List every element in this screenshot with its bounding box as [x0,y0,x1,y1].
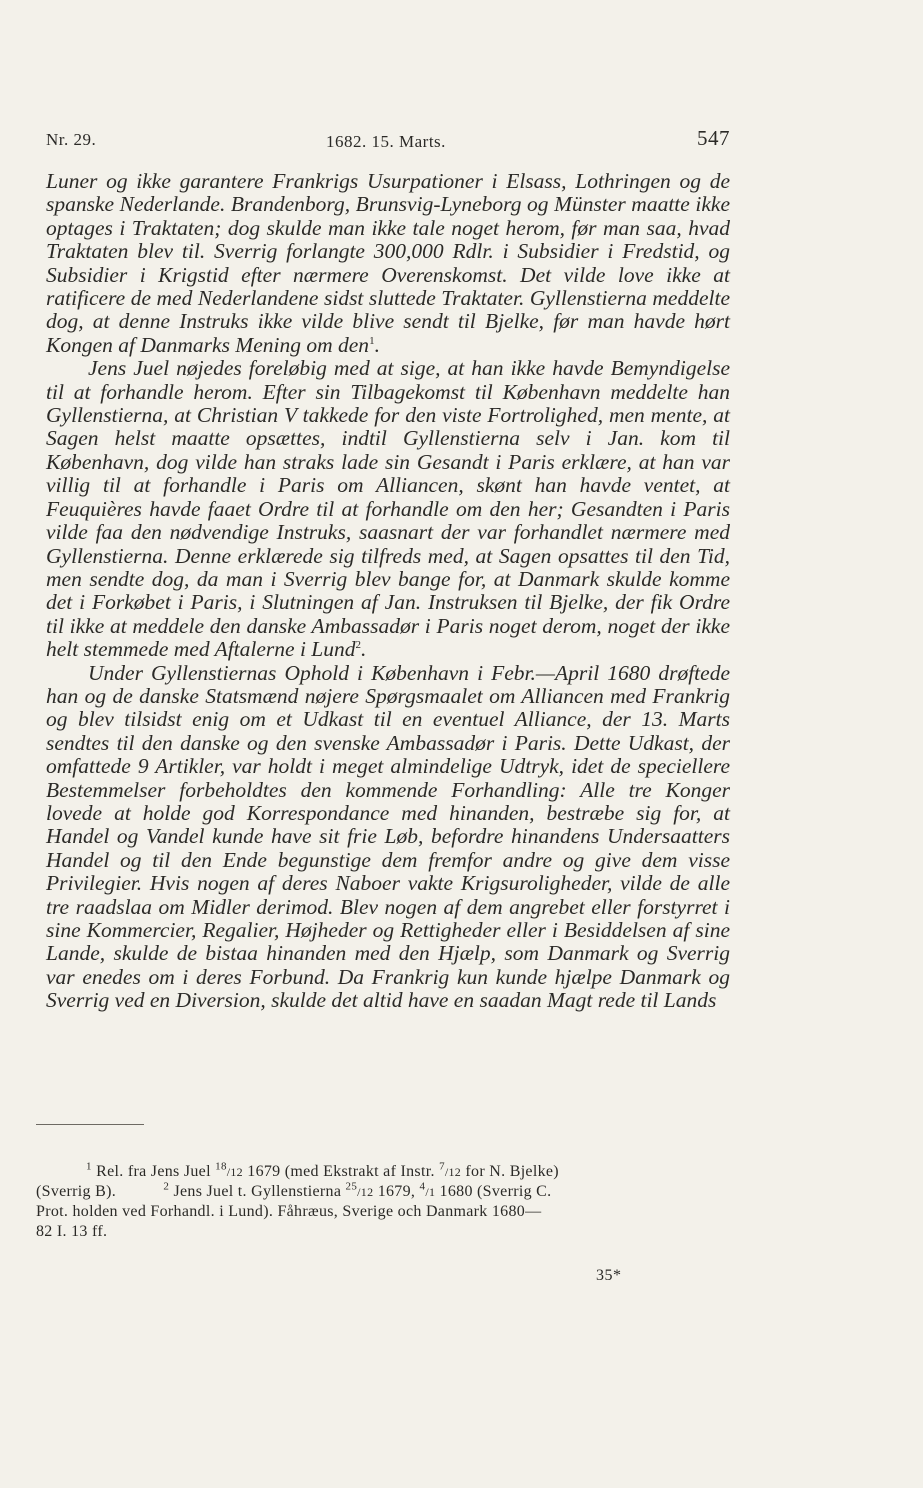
document-date: 1682. 15. Marts. [326,132,446,151]
signature-mark: 35* [596,1267,622,1284]
footnote-1-cont-and-2: (Sverrig B). $^2$ Jens Juel t. Gyllenstierna $^{25}$/12 1679, $^4$/1 1680 (Sverrig C. [36,1180,552,1200]
running-head [46,124,730,154]
paragraph-3: Under Gyllenstiernas Ophold i København i Febr.—April 1680 drøftede han og de danske Statsmænd nøjere Spørgsmaalet om Alliancen med Frankrig og blev tilsidst enig om et Udkast til en eventuel Alliance, der 13. Marts sendtes til den danske og den svenske Ambassadør i Paris. Dette Udkast, der omfattede 9 Artikler, var holdt i meget almindelige Udtryk, idet de speciellere Bestemmelser forbeholdtes den kommende Forhandling: Alle tre Konger lovede at holde god Korrespondance med hinanden, bestræbe sig for, at Handel og Vandel kunde have sit frie Løb, befordre hinandens Undersaatters Handel og til den Ende begunstige dem fremfor andre og give dem visse Privilegier. Hvis nogen af deres Naboer vakte Krigsuroligheder, vilde de alle tre raadslaa om Midler derimod. Blev nogen af dem angrebet eller forstyrret i sine Kommercier, Regalier, Højheder og Rettigheder eller i Besiddelsen af sine Lande, skulde de bistaa hinanden med den Hjælp, som Danmark og Sverrig var enedes om i deres Forbund. Da Frankrig kun kunde hjælpe Danmark og Sverrig ved en Diversion, skulde det altid have en saadan Magt rede til Lands [46,660,730,1013]
footnotes [36,1162,728,1242]
footnote-ref-2: 2 [355,638,362,651]
page-number: 547 [697,126,730,150]
paragraph-2: Jens Juel nøjedes foreløbig med at sige, at han ikke havde Bemyndigelse til at forhandle herom. Efter sin Tilbagekomst til København meddelte han Gyllenstierna, at Christian V takkede for den viste Fortrolighed, men mente, at Sagen helst maatte opsættes, indtil Gyllenstierna selv i Jan. kom til København, dog vilde han straks lade sin Gesandt i Paris erklære, at han var villig til at forhandle i Paris om Alliancen, skønt han havde ventet, at Feuquières havde faaet Ordre til at forhandle om den her; Gesandten i Paris vilde faa den nødvendige Instruks, saasnart der var forhandlet nærmere med Gyllenstierna. Denne erklærede sig tilfreds med, at Sagen opsattes til den Tid, men sendte dog, da man i Sverrig blev bange for, at Danmark skulde komme det i Forkøbet i Paris, i Slutningen af Jan. Instruksen til Bjelke, der fik Ordre til ikke at meddele den danske Ambassadør i Paris noget derom, noget der ikke helt stemmede med Aftalerne i Lund$^2$. [46,356,730,662]
body-text [46,170,730,1013]
footnote-divider [36,1124,144,1125]
footnote-ref-1: 1 [369,334,375,347]
footnote-2-line-2: Prot. holden ved Forhandl. i Lund). Fåhræus, Sverige och Danmark 1680— [36,1203,542,1220]
footnote-1: $^1$ Rel. fra Jens Juel $^{18}$/12 1679 (med Ekstrakt af Instr. $^7$/12 for N. Bjelke) [86,1160,559,1180]
paragraph-1: Luner og ikke garantere Frankrigs Usurpationer i Elsass, Lothringen og de spanske Nederlande. Brandenborg, Brunsvig-Lyneborg og Münster maatte ikke optages i Traktaten; dog skulde man ikke tale noget herom, før man saa, hvad Traktaten blev til. Sverrig forlangte 300,000 Rdlr. i Subsidier i Fredstid, og Subsidier i Krigstid efter nærmere Overenskomst. Det vilde love ikke at ratificere de med Nederlandene sidst sluttede Traktater. Gyllenstierna meddelte dog, at denne Instruks ikke vilde blive sendt til Bjelke, før man havde hørt Kongen af Danmarks Mening om den$^1$. [46,169,730,357]
footnote-2-line-3: 82 I. 13 ff. [36,1223,108,1240]
document-number: Nr. 29. [46,130,97,149]
